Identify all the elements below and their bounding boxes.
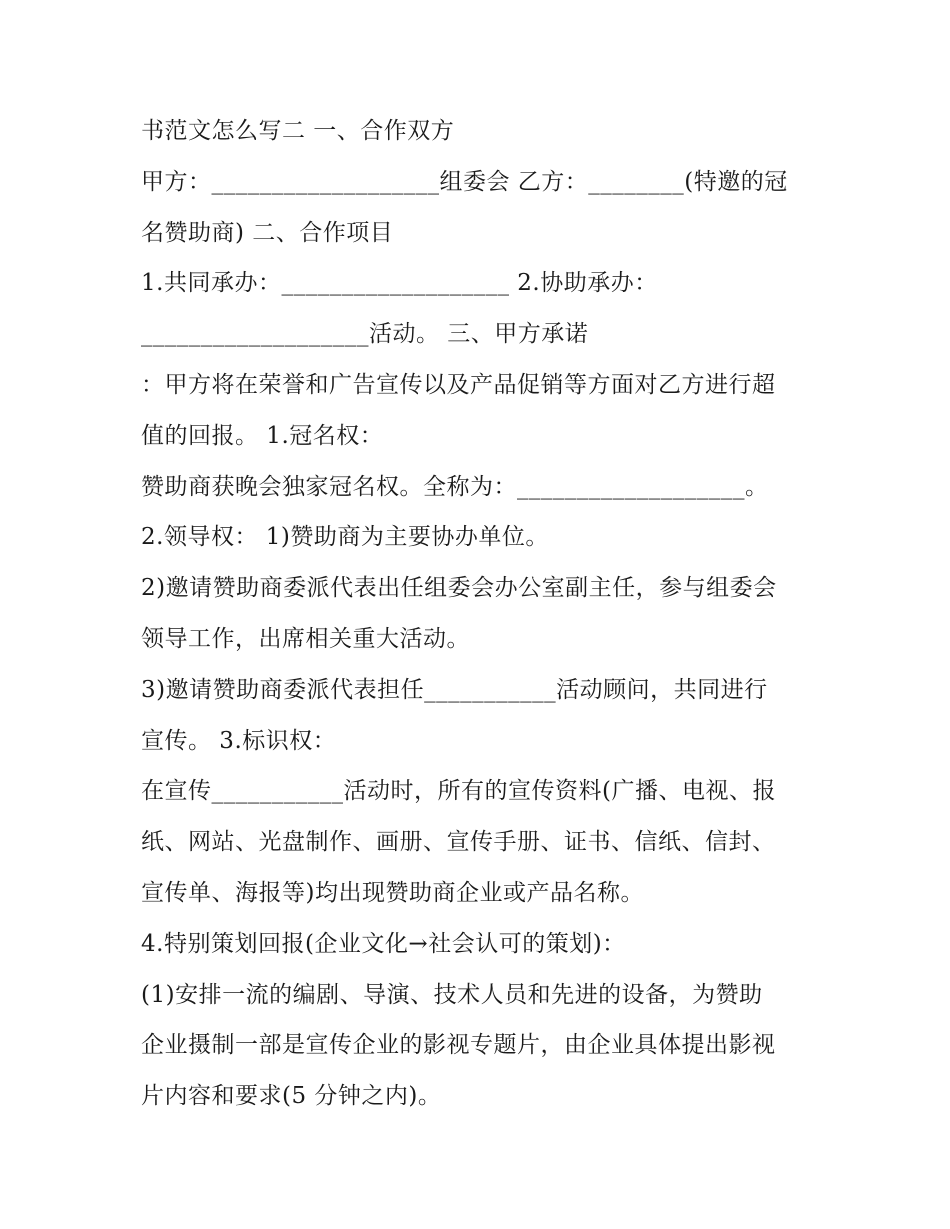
- text-line: 2)邀请赞助商委派代表出任组委会办公室副主任，参与组委会: [141, 575, 777, 602]
- text-line: 宣传单、海报等)均出现赞助商企业或产品名称。: [141, 879, 644, 906]
- text-line: 名赞助商) 二、合作项目: [141, 219, 394, 246]
- text-line: 赞助商获晚会独家冠名权。全称为：___________________。: [141, 473, 769, 500]
- text-line: 纸、网站、光盘制作、画册、宣传手册、证书、信纸、信封、: [141, 829, 776, 856]
- text-line: 值的回报。 1.冠名权：: [141, 422, 384, 449]
- text-line: 书范文怎么写二 一、合作双方: [141, 118, 455, 144]
- text-line: ___________________活动。 三、甲方承诺: [141, 321, 589, 348]
- text-line: 领导工作，出席相关重大活动。: [141, 625, 470, 652]
- text-line: 4.特别策划回报(企业文化→社会认可的策划)：: [141, 930, 626, 957]
- text-line: 2.领导权： 1)赞助商为主要协办单位。: [141, 524, 549, 551]
- text-line: 甲方：___________________组委会 乙方：________(特邀的冠: [141, 168, 788, 195]
- text-line: 企业摄制一部是宣传企业的影视专题片，由企业具体提出影视: [141, 1032, 776, 1059]
- text-line: 在宣传___________活动时，所有的宣传资料(广播、电视、报: [141, 778, 776, 805]
- text-line: ：甲方将在荣誉和广告宣传以及产品促销等方面对乙方进行超: [141, 371, 776, 398]
- text-line: 1.共同承办：___________________ 2.协助承办：: [141, 270, 658, 297]
- text-line: 宣传。 3.标识权：: [141, 727, 337, 754]
- text-line: 3)邀请赞助商委派代表担任___________活动顾问，共同进行: [141, 676, 768, 703]
- text-line: 片内容和要求(5 分钟之内)。: [141, 1083, 442, 1110]
- document-body: [141, 106, 821, 1122]
- text-line: (1)安排一流的编剧、导演、技术人员和先进的设备，为赞助: [141, 981, 763, 1008]
